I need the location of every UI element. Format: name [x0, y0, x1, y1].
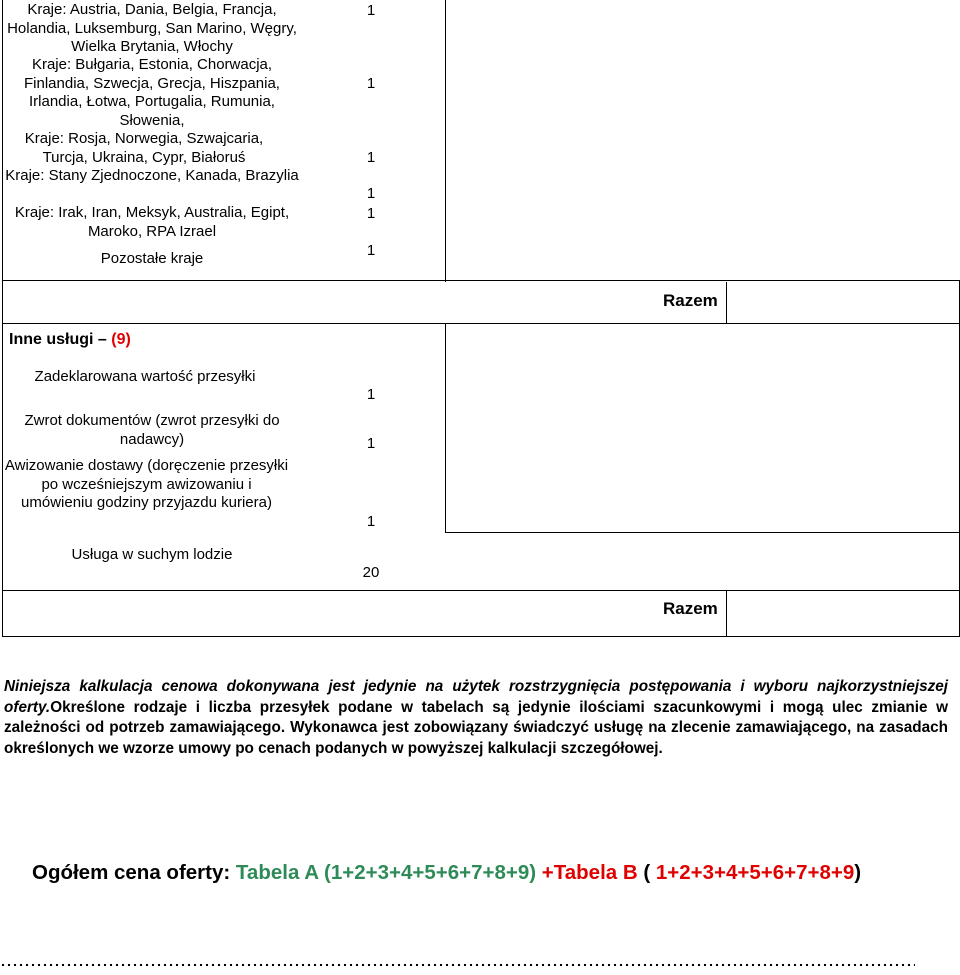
row-divider — [2, 590, 960, 591]
table-row-label: Kraje: Stany Zjednoczone, Kanada, Brazylia — [5, 167, 299, 184]
total-offer-table-b: +Tabela B — [541, 861, 638, 884]
row-divider — [2, 280, 960, 281]
total-offer-paren: ) — [854, 861, 862, 884]
section-title — [9, 331, 131, 349]
table-row-value: 1 — [366, 149, 376, 166]
section-title-dash: – — [97, 331, 107, 348]
table-row-label: Kraje: Rosja, Norwegia, Szwajcaria, Turcja, Ukraina, Cypr, Białoruś — [24, 130, 264, 166]
total-offer-table-a: Tabela A (1+2+3+4+5+6+7+8+9) — [235, 861, 537, 884]
table-row-value: 1 — [366, 185, 376, 202]
table-row-label: Zwrot dokumentów (zwrot przesyłki do nadawcy) — [24, 412, 280, 448]
note-text: Określone rodzaje i liczba przesyłek podane w tabelach są jedynie ilościami szacunkowymi i mogą ulec zmianie w zależności od potrzeb zamawiającego. Wykonawca jest zobowiązany świadczyć usługę na zlecenie zamawiającego, na zasadach określonych we wzorze umowy po cenach podanych w powyższej kalkulacji szczegółowej. — [4, 698, 948, 757]
row-divider — [445, 532, 960, 533]
total-offer-label: Ogółem cena oferty: — [32, 861, 231, 884]
section-title-text: Inne usługi — [9, 331, 94, 348]
column-divider — [445, 324, 446, 532]
total-label: Razem — [663, 599, 718, 618]
note-text: Niniejsza kalkulacja cenowa dokonywana jest jedynie na użytek rozstrzygnięcia postępowania i wyboru najkorzystniejszej oferty. — [4, 678, 948, 716]
table-row-value: 1 — [366, 242, 376, 259]
table-row-label: Usługa w suchym lodzie — [71, 546, 233, 563]
table-row-label: Kraje: Irak, Iran, Meksyk, Australia, Egipt, Maroko, RPA Izrael — [14, 204, 290, 240]
table-row-label: Zadeklarowana wartość przesyłki — [34, 368, 256, 385]
column-divider — [726, 590, 727, 637]
table-row-value: 1 — [366, 435, 376, 452]
total-label: Razem — [663, 291, 718, 310]
table-border-left — [2, 0, 3, 637]
total-offer-table-b-formula: 1+2+3+4+5+6+7+8+9 — [655, 861, 855, 884]
table-row-value: 1 — [366, 2, 376, 19]
row-divider — [2, 636, 960, 637]
table-row-value: 1 — [366, 386, 376, 403]
row-divider — [2, 323, 960, 324]
table-row-label: Kraje: Bułgaria, Estonia, Chorwacja, Finlandia, Szwecja, Grecja, Hiszpania, Irlandia, Łotwa, Portugalia, Rumunia, Słowenia, — [24, 56, 280, 129]
section-number: (9) — [111, 331, 131, 348]
column-divider — [445, 0, 446, 282]
table-row-value: 20 — [362, 564, 380, 581]
total-offer — [32, 861, 861, 885]
table-row-value: 1 — [366, 205, 376, 222]
column-divider — [726, 282, 727, 324]
dotted-signature-line — [0, 962, 915, 968]
total-offer-paren: ( — [643, 861, 651, 884]
note-paragraph — [4, 677, 948, 759]
table-row-value: 1 — [366, 513, 376, 530]
table-row-label: Kraje: Austria, Dania, Belgia, Francja, Holandia, Luksemburg, San Marino, Węgry, Wielka Brytania, Włochy — [7, 1, 297, 55]
table-row-label: Awizowanie dostawy (doręczenie przesyłki po wcześniejszym awizowaniu i umówieniu godziny przyjazdu kuriera) — [4, 457, 289, 511]
table-row-label: Pozostałe kraje — [100, 250, 204, 267]
table-row-value: 1 — [366, 75, 376, 92]
